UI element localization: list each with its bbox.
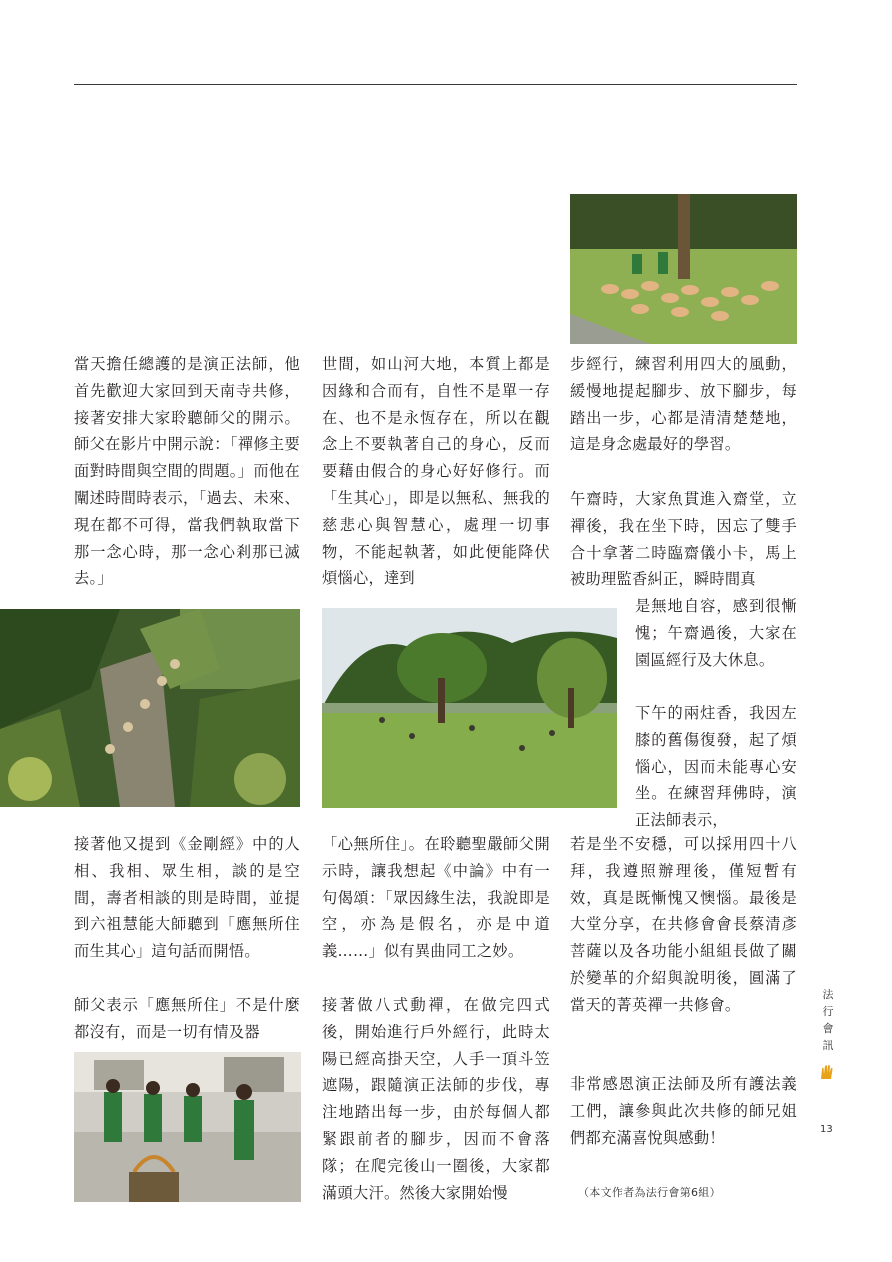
paragraph-7: 步經行，練習利用四大的風動，緩慢地提起腳步、放下腳步，每踏出一步，心都是清清楚楚地，這是身念處最好的學習。 (570, 355, 797, 454)
paragraph-2: 接著他又提到《金剛經》中的人相、我相、眾生相，談的是空間，壽者相談的則是時間，並提到六祖慧能大師聽到「應無所住而生其心」這句話而開悟。 (74, 835, 300, 961)
brand-char: 訊 (822, 1039, 834, 1052)
page-number: 13 (820, 1124, 833, 1135)
magazine-brand (820, 986, 836, 1054)
paragraph-4: 世間，如山河大地，本質上都是因緣和合而有，自性不是單一存在、也不是永恆存在，所以在觀念上不要執著自己的身心，反而要藉由假合的身心好好修行。而「生其心」，即是以無私、無我的慈悲心與智慧心，處理一切事物，不能起執著，如此便能降伏煩惱心，達到 (322, 355, 550, 588)
header-rule (74, 84, 797, 85)
author-note: （本文作者為法行會第6組） (578, 1186, 721, 1199)
paragraph-5: 「心無所住」。在聆聽聖嚴師父開示時，讓我想起《中論》中有一句偈頌：「眾因緣生法，我說即是空，亦為是假名，亦是中道義……」似有異曲同工之妙。 (322, 835, 550, 961)
brand-char: 會 (822, 1022, 834, 1035)
brand-char: 法 (822, 988, 834, 1001)
photo-volunteers-stacking-hats (74, 1052, 301, 1202)
photo-mountain-trail (0, 609, 300, 807)
paragraph-8: 午齋時，大家魚貫進入齋堂，立禪後，我在坐下時，因忘了雙手合十拿著二時臨齋儀小卡，馬上被助理監香糾正，瞬時間真 (570, 490, 797, 589)
paragraph-10: 下午的兩炷香，我因左膝的舊傷復發，起了煩惱心，因而未能專心安坐。在練習拜佛時，演正法師表示， (635, 704, 797, 830)
paragraph-3: 師父表示「應無所住」不是什麼都沒有，而是一切有情及器 (74, 996, 300, 1041)
paragraph-11: 若是坐不安穩，可以採用四十八拜，我遵照辦理後，僅短暫有效，真是既慚愧又懊惱。最後是大堂分享，在共修會會長蔡清彥菩薩以及各功能小組組長做了關於變革的介紹與說明後，圓滿了當天的菁英禪一共修會。 (570, 835, 797, 1014)
photo-lawn-meditation (322, 608, 617, 808)
hand-logo-icon (818, 1063, 836, 1081)
paragraph-1: 當天擔任總護的是演正法師，他首先歡迎大家回到天南寺共修，接著安排大家聆聽師父的開示。師父在影片中開示說：「禪修主要面對時間與空間的問題。」而他在闡述時間時表示，「過去、未來、現在都不可得，當我們執取當下那一念心時，那一念心剎那已滅去。」 (74, 355, 300, 588)
paragraph-9: 是無地自容，感到很慚愧；午齋過後，大家在園區經行及大休息。 (635, 597, 797, 669)
photo-bamboo-hats-under-tree (570, 194, 797, 344)
paragraph-6: 接著做八式動禪，在做完四式後，開始進行戶外經行，此時太陽已經高掛天空，人手一頂斗笠遮陽，跟隨演正法師的步伐，專注地踏出每一步，由於每個人都緊跟前者的腳步，因而不會落隊；在爬完後山一圈後，大家都滿頭大汗。然後大家開始慢 (322, 996, 550, 1202)
paragraph-12: 非常感恩演正法師及所有護法義工們，讓參與此次共修的師兄姐們都充滿喜悅與感動！ (570, 1075, 797, 1147)
brand-char: 行 (822, 1005, 834, 1018)
